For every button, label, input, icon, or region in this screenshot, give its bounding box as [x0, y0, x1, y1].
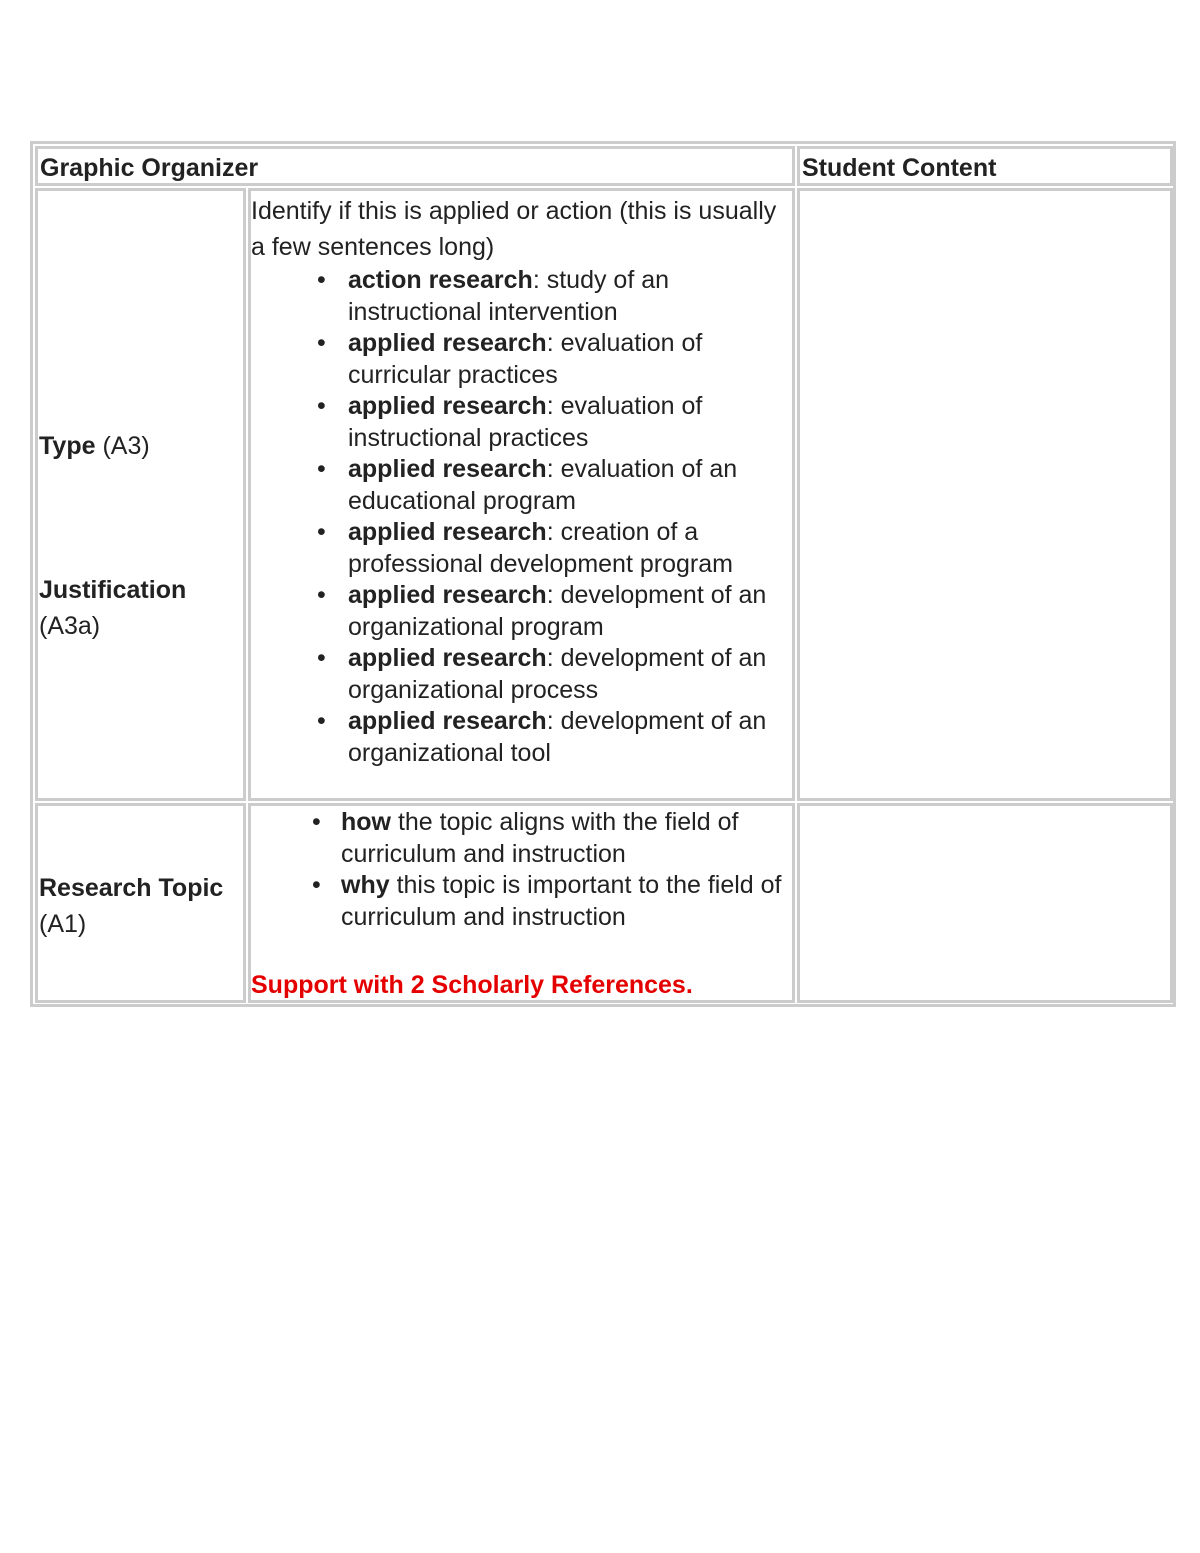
list-item-text: : development of an organizational tool [348, 707, 767, 767]
type-intro-text: Identify if this is applied or action (this is usually a few sentences long) [251, 197, 777, 261]
topic-guidance-cell [248, 803, 795, 1003]
list-item [251, 391, 791, 454]
list-item-text: : evaluation of curricular practices [348, 329, 703, 389]
list-item-term: how [341, 808, 391, 836]
bullet-icon: • [317, 392, 326, 420]
list-item [251, 870, 791, 933]
topic-label-text: Research Topic [39, 874, 224, 902]
topic-student-content-cell[interactable] [797, 803, 1173, 1003]
bullet-icon: • [317, 329, 326, 357]
header-cell-student [797, 146, 1173, 186]
list-item-text: : evaluation of instructional practices [348, 392, 703, 452]
research-type-list [251, 265, 791, 769]
list-item-term: applied research [348, 329, 547, 357]
list-item-text: : development of an organizational process [348, 644, 767, 704]
bullet-icon: • [312, 808, 321, 836]
list-item [251, 807, 791, 870]
type-code: (A3) [102, 432, 150, 460]
list-item-term: applied research [348, 518, 547, 546]
list-item-term: action research [348, 266, 533, 294]
bullet-icon: • [317, 581, 326, 609]
list-item-term: applied research [348, 392, 547, 420]
bullet-icon: • [317, 266, 326, 294]
justification-code: (A3a) [39, 612, 101, 640]
justification-label-text: Justification [39, 576, 187, 604]
list-item [251, 454, 791, 517]
support-references-note: Support with 2 Scholarly References. [251, 971, 693, 999]
list-item-term: applied research [348, 581, 547, 609]
header-cell-organizer [35, 146, 795, 186]
topic-label [39, 870, 223, 942]
list-item-text: this topic is important to the field of curriculum and instruction [341, 871, 782, 931]
list-item [251, 328, 791, 391]
graphic-organizer-table [30, 141, 1176, 1007]
list-item [251, 580, 791, 643]
bullet-icon: • [317, 455, 326, 483]
list-item-term: applied research [348, 707, 547, 735]
bullet-icon: • [312, 871, 321, 899]
type-label-cell [35, 188, 246, 801]
list-item-text: : study of an instructional intervention [348, 266, 670, 326]
list-item-term: applied research [348, 644, 547, 672]
type-student-content-cell[interactable] [797, 188, 1173, 801]
topic-criteria-list [251, 807, 791, 933]
list-item-term: applied research [348, 455, 547, 483]
type-label-text: Type [39, 432, 96, 460]
list-item-text: : creation of a professional development program [348, 518, 733, 578]
topic-label-cell [35, 803, 246, 1003]
header-organizer-label: Graphic Organizer [40, 154, 259, 182]
bullet-icon: • [317, 518, 326, 546]
justification-label [39, 572, 186, 644]
list-item-term: why [341, 871, 390, 899]
list-item-text: : development of an organizational program [348, 581, 767, 641]
bullet-icon: • [317, 707, 326, 735]
header-student-label: Student Content [802, 154, 997, 182]
type-label [39, 428, 150, 464]
list-item-text: : evaluation of an educational program [348, 455, 738, 515]
list-item-text: the topic aligns with the field of curriculum and instruction [341, 808, 739, 868]
list-item [251, 643, 791, 706]
list-item [251, 706, 791, 769]
bullet-icon: • [317, 644, 326, 672]
list-item [251, 265, 791, 328]
list-item [251, 517, 791, 580]
topic-code: (A1) [39, 910, 87, 938]
type-guidance-cell [248, 188, 795, 801]
